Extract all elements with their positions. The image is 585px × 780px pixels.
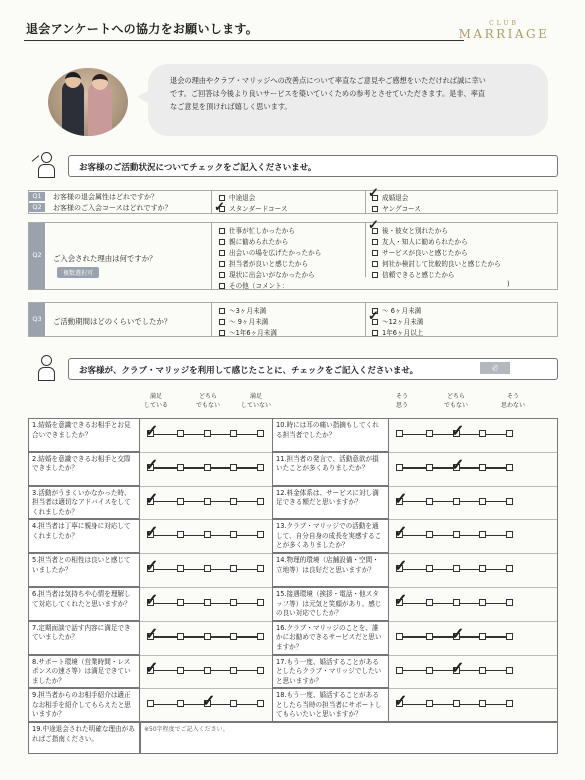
- rating-box[interactable]: [257, 667, 264, 674]
- period-option[interactable]: 〜 6ヶ月未満: [372, 305, 421, 315]
- reason-option[interactable]: 後・彼女と別れたから: [372, 225, 448, 235]
- reason-other[interactable]: その他（コメント：: [219, 280, 288, 290]
- check-mark-icon: ✓: [451, 657, 465, 677]
- left-question: 5.担当者との相性は良いと感じていましたか？: [28, 553, 140, 587]
- check-mark-icon: ✓: [145, 657, 159, 677]
- right-scale: [396, 623, 514, 643]
- period-option[interactable]: 〜3ヶ月未満: [219, 305, 266, 315]
- left-scale: [145, 454, 265, 474]
- rating-box[interactable]: [426, 464, 433, 471]
- rating-box[interactable]: [257, 430, 264, 437]
- right-question: 10.時には耳の痛い指摘もしてくれる担当者でしたか？: [272, 418, 389, 452]
- rating-box[interactable]: [230, 633, 237, 640]
- rating-box[interactable]: [506, 565, 513, 572]
- rating-box[interactable]: [396, 633, 403, 640]
- left-scale: [145, 590, 265, 609]
- check-mark-icon: ✓: [145, 454, 159, 474]
- left-header: どちら でもない: [195, 393, 220, 409]
- row-divider: [389, 621, 558, 622]
- left-question: 3.活動がうまくいかなかった時、担当者は適切なアドバイスをしてくれましたか？: [28, 486, 140, 520]
- rating-box[interactable]: [177, 599, 184, 606]
- row-divider: [389, 486, 558, 487]
- rating-box[interactable]: [177, 700, 184, 707]
- rating-box[interactable]: [204, 531, 211, 538]
- rating-box[interactable]: [177, 464, 184, 471]
- right-header: そう 思わない: [500, 393, 525, 409]
- option-standard[interactable]: スタンダードコース: [219, 203, 288, 213]
- rating-box[interactable]: [479, 599, 486, 606]
- section1-title: お客様のご活動状況についてチェックをご記入くださいませ。: [68, 155, 558, 177]
- rating-box[interactable]: [506, 599, 513, 606]
- required-badge: 必: [480, 362, 510, 374]
- right-scale: [394, 556, 514, 576]
- reason-option[interactable]: 担当者が良いと感じたから: [219, 258, 308, 268]
- check-mark-icon: ✓: [394, 590, 408, 609]
- left-scale: [145, 421, 265, 440]
- reason-option[interactable]: 現状に出会いがなかったから: [219, 269, 315, 279]
- rating-box[interactable]: [426, 700, 433, 707]
- left-scale: [147, 691, 265, 711]
- right-question: 17.もう一度、婚活することがあるとしたらクラブ・マリッジでしたいと思いますか？: [272, 655, 389, 689]
- rating-box[interactable]: [506, 498, 513, 505]
- row-divider: [389, 655, 558, 656]
- rating-box[interactable]: [453, 700, 460, 707]
- reason-option[interactable]: 何社か検討して比較的良いと感じたから: [372, 258, 501, 268]
- check-mark-icon: ✓: [394, 556, 408, 576]
- q1-text: お客様の退会属性はどれですか？: [53, 193, 158, 201]
- rating-box[interactable]: [426, 531, 433, 538]
- right-question: 12.料金体系は、サービスに対し満足できる額だと思いますか？: [272, 486, 389, 520]
- rating-box[interactable]: [257, 565, 264, 572]
- rating-box[interactable]: [479, 531, 486, 538]
- right-header: そう 思う: [395, 393, 408, 409]
- rating-box[interactable]: [230, 565, 237, 572]
- period-option[interactable]: 〜12ヶ月未満: [372, 316, 423, 326]
- rating-box[interactable]: [204, 599, 211, 606]
- row-divider: [389, 519, 558, 520]
- check-mark-icon: ✓: [451, 623, 465, 643]
- row-divider: [389, 553, 558, 554]
- right-scale: [394, 488, 514, 508]
- row-divider: [389, 587, 558, 588]
- row-divider: [389, 688, 558, 689]
- right-question: 11.担当者の発言で、活動意欲が損いたことが多くありましたか？: [272, 452, 389, 486]
- rating-box[interactable]: [453, 531, 460, 538]
- reason-option[interactable]: 出会いの場を広げたかったから: [219, 247, 321, 257]
- check-mark-icon: ✓: [214, 200, 225, 215]
- rating-box[interactable]: [479, 633, 486, 640]
- rating-box[interactable]: [426, 599, 433, 606]
- q19-note: ※50字程度でご記入ください。: [144, 726, 229, 733]
- period-option[interactable]: 〜1年6ヶ月未満: [219, 327, 277, 337]
- period-option[interactable]: 〜 9ヶ月未満: [219, 316, 268, 326]
- left-question: 4.担当者は丁寧に親身に対応してくれましたか？: [28, 519, 140, 553]
- reason-option[interactable]: 仕事が忙しかったから: [219, 225, 295, 235]
- rating-box[interactable]: [257, 464, 264, 471]
- rating-box[interactable]: [177, 633, 184, 640]
- check-mark-icon: ✓: [394, 522, 408, 542]
- rating-box[interactable]: [230, 430, 237, 437]
- reason-option[interactable]: サービスが良いと感じたから: [372, 247, 468, 257]
- row-divider: [140, 452, 272, 453]
- rating-box[interactable]: [177, 531, 184, 538]
- right-scale: [396, 454, 514, 474]
- option-seikon[interactable]: 成婚退会: [372, 192, 408, 202]
- rating-box[interactable]: [453, 565, 460, 572]
- couple-photo: [48, 68, 128, 136]
- q3-table: [28, 302, 558, 337]
- row-divider: [140, 688, 272, 689]
- right-question: 14.物理的環境（店舗設備・空間・立地等）は良好だと思いますか？: [272, 553, 389, 587]
- intro-line: なご意見を頂ければ嬉しく思います。: [170, 102, 292, 111]
- check-mark-icon: ✓: [145, 522, 159, 542]
- rating-box[interactable]: [506, 633, 513, 640]
- rating-box[interactable]: [426, 633, 433, 640]
- rating-box[interactable]: [204, 633, 211, 640]
- rating-box[interactable]: [506, 430, 513, 437]
- rating-box[interactable]: [506, 700, 513, 707]
- row-divider: [140, 655, 272, 656]
- check-mark-icon: ✓: [394, 488, 408, 508]
- rating-box[interactable]: [426, 498, 433, 505]
- reason-other-close: ): [507, 280, 510, 288]
- row-divider: [140, 553, 272, 554]
- rating-box[interactable]: [479, 464, 486, 471]
- row-divider: [140, 486, 272, 487]
- check-mark-icon: ✓: [451, 454, 465, 474]
- rating-box[interactable]: [479, 565, 486, 572]
- right-scale: [396, 421, 514, 440]
- q3-label: Q3: [29, 303, 45, 336]
- row-divider: [140, 519, 272, 520]
- section2-title-text: お客様が、クラブ・マリッジを利用して感じたことに、チェックをご記入くださいませ。: [79, 366, 419, 376]
- page-title: 退会アンケートへの協力をお願いします。: [26, 22, 259, 36]
- rating-box[interactable]: [426, 565, 433, 572]
- check-mark-icon: ✓: [394, 691, 408, 711]
- rating-box[interactable]: [479, 498, 486, 505]
- rating-box[interactable]: [426, 430, 433, 437]
- rating-box[interactable]: [257, 633, 264, 640]
- rating-box[interactable]: [396, 667, 403, 674]
- reason-option[interactable]: 親に勧められたから: [219, 236, 288, 246]
- q2-reason-table: [28, 222, 558, 290]
- rating-box[interactable]: [453, 498, 460, 505]
- right-header: どちら でもない: [443, 393, 468, 409]
- rating-box[interactable]: [257, 599, 264, 606]
- q2-reason-text: ご入会された理由は何ですか？: [53, 254, 157, 263]
- rating-box[interactable]: [506, 667, 513, 674]
- rating-box[interactable]: [204, 565, 211, 572]
- check-mark-icon: ✓: [368, 186, 379, 201]
- rating-box[interactable]: [230, 464, 237, 471]
- multi-select-tag: 複数選択可: [57, 267, 99, 278]
- left-scale: [145, 488, 265, 508]
- left-question: 6.担当者は気持ちや心情を理解して対応してくれたと思いますか？: [28, 587, 140, 621]
- right-scale: [394, 522, 514, 542]
- check-mark-icon: ✓: [145, 556, 159, 576]
- q1-label: Q1: [29, 192, 45, 201]
- check-mark-icon: ✓: [145, 421, 159, 440]
- rating-box[interactable]: [257, 498, 264, 505]
- left-scale: [145, 522, 265, 542]
- row-divider: [389, 452, 558, 453]
- rating-box[interactable]: [230, 667, 237, 674]
- intro-line: です。ご回答は今後より良いサービスを築いていくための参考とさせていただきます。是非、率直: [170, 89, 486, 98]
- rating-box[interactable]: [147, 700, 154, 707]
- left-scale: [145, 657, 265, 677]
- brand-marriage: MARRIAGE: [458, 27, 550, 41]
- q19-text: 19.中途退会された明確な理由があればご指南ください。: [28, 722, 140, 754]
- left-question: 8.サポート環境（営業時間・レスポンスの速さ等）は満足できていましたか？: [28, 655, 140, 689]
- rating-box[interactable]: [177, 667, 184, 674]
- waving-person-icon: [32, 152, 60, 182]
- q2-label: Q2: [29, 203, 45, 212]
- brand-club: CLUB: [489, 20, 519, 27]
- period-option[interactable]: 1年6ヶ月以上: [372, 327, 423, 337]
- q1-q2-table: [28, 190, 558, 214]
- rating-box[interactable]: [396, 430, 403, 437]
- left-question: 2.結婚を意識できるお相手と交際できましたか？: [28, 452, 140, 486]
- brand-logo: [445, 20, 563, 41]
- intro-message: [148, 64, 548, 136]
- rating-box[interactable]: [426, 667, 433, 674]
- rating-box[interactable]: [177, 565, 184, 572]
- left-header: 満足 していない: [240, 393, 271, 409]
- rating-box[interactable]: [479, 700, 486, 707]
- rating-box[interactable]: [230, 498, 237, 505]
- intro-line: 退会の理由やクラブ・マリッジへの改善点について率直なご意見やご感想をいただければ誠に幸い: [170, 76, 486, 85]
- right-question: 13.クラブ・マリッジでの活動を通して、自分自身の成長を実感することが多くありましたか？: [272, 519, 389, 553]
- check-mark-icon: ✓: [145, 590, 159, 609]
- right-scale: [394, 590, 514, 609]
- right-scale: [394, 691, 514, 711]
- option-young[interactable]: ヤングコース: [372, 203, 421, 213]
- rating-box[interactable]: [230, 700, 237, 707]
- rating-box[interactable]: [177, 430, 184, 437]
- right-question: 18.もう一度、婚活することがあるとしたら当時の担当者にサポートしてもらいたいと思いますか？: [272, 688, 389, 722]
- rating-box[interactable]: [230, 531, 237, 538]
- q2-reason-label: Q2: [29, 223, 45, 289]
- rating-box[interactable]: [479, 430, 486, 437]
- check-mark-icon: ✓: [145, 623, 159, 643]
- left-scale: [145, 623, 265, 643]
- left-header: 満足 している: [143, 393, 168, 409]
- check-mark-icon: ✓: [145, 488, 159, 508]
- left-question: 7.定期面談で話す内容に満足できていましたか？: [28, 621, 140, 655]
- left-scale: [145, 556, 265, 576]
- rating-box[interactable]: [396, 464, 403, 471]
- rating-box[interactable]: [257, 531, 264, 538]
- rating-box[interactable]: [257, 700, 264, 707]
- check-mark-icon: ✓: [451, 421, 465, 440]
- rating-box[interactable]: [506, 531, 513, 538]
- title-divider: [24, 40, 464, 41]
- left-question: 1.結婚を意識できるお相手とお見合いできましたか？: [28, 418, 140, 452]
- person-icon: [32, 355, 60, 385]
- rating-box[interactable]: [453, 599, 460, 606]
- check-mark-icon: ✓: [202, 691, 216, 711]
- check-mark-icon: ✓: [368, 218, 379, 233]
- rating-box[interactable]: [230, 599, 237, 606]
- option-chuto[interactable]: 中途退会: [219, 192, 255, 202]
- left-question: 9.担当者からのお相手紹介は適正なお相手を紹介してもらえたと思いますか？: [28, 688, 140, 722]
- right-question: 15.接遇環境（挨拶・電話・他スタッフ等）は元気と笑顔があり、感じの良い対応でしたか？: [272, 587, 389, 621]
- rating-box[interactable]: [204, 464, 211, 471]
- rating-box[interactable]: [204, 667, 211, 674]
- reason-option[interactable]: 信頼できると感じたから: [372, 269, 455, 279]
- rating-box[interactable]: [479, 667, 486, 674]
- reason-option[interactable]: 友人・知人に勧められたから: [372, 236, 468, 246]
- row-divider: [140, 587, 272, 588]
- rating-box[interactable]: [204, 498, 211, 505]
- right-scale: [396, 657, 514, 677]
- rating-box[interactable]: [204, 430, 211, 437]
- q2-text: お客様のご入会コースはどれですか？: [53, 204, 172, 212]
- rating-box[interactable]: [177, 498, 184, 505]
- right-question: 16.クラブ・マリッジのことを、誰かにお勧めできるサービスだと思いますか？: [272, 621, 389, 655]
- check-mark-icon: ✓: [368, 309, 379, 324]
- row-divider: [140, 621, 272, 622]
- rating-box[interactable]: [506, 464, 513, 471]
- q3-text: ご活動期間はどのくらいでしたか？: [53, 317, 172, 326]
